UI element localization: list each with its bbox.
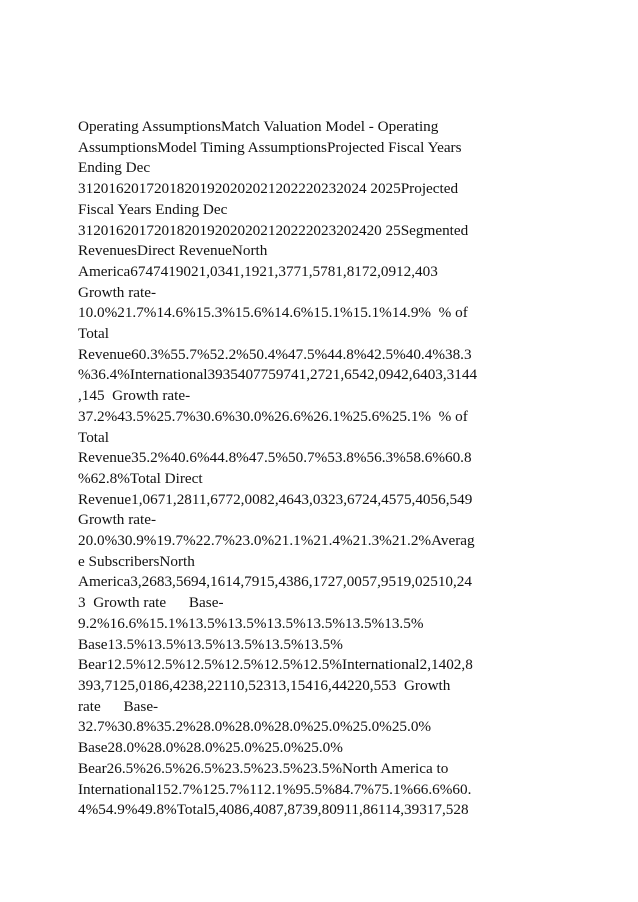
text-line: America6747419021,0341,1921,3771,5781,8172,0912,403	[78, 262, 438, 280]
operating-assumptions-text	[78, 117, 560, 821]
text-line: 20.0%30.9%19.7%22.7%23.0%21.1%21.4%21.3%21.2%Averag	[78, 532, 475, 550]
text-line: 3120162017201820192020202120222023202420 25Segmented	[78, 221, 469, 239]
text-line: 10.0%21.7%14.6%15.3%15.6%14.6%15.1%15.1%14.9% % of	[78, 304, 468, 322]
text-line: Operating AssumptionsMatch Valuation Model - Operating	[78, 118, 439, 135]
text-line: America3,2683,5694,1614,7915,4386,1727,0057,9519,02510,24	[78, 573, 472, 591]
text-line: AssumptionsModel Timing AssumptionsProjected Fiscal Years	[78, 138, 462, 156]
text-line: 4%54.9%49.8%Total5,4086,4087,8739,80911,86114,39317,528	[78, 801, 469, 819]
text-line: International152.7%125.7%112.1%95.5%84.7%75.1%66.6%60.	[78, 780, 472, 798]
text-line: Base28.0%28.0%28.0%25.0%25.0%25.0%	[78, 739, 343, 757]
text-line: %62.8%Total Direct	[78, 469, 203, 487]
text-line: 3 Growth rate Base-	[78, 594, 224, 612]
text-line: rate Base-	[78, 697, 159, 715]
text-line: %36.4%International3935407759741,2721,6542,0942,6403,3144	[78, 366, 478, 384]
text-line: Bear26.5%26.5%26.5%23.5%23.5%23.5%North America to	[78, 759, 449, 777]
text-line: ,145 Growth rate-	[78, 387, 191, 405]
text-line: Bear12.5%12.5%12.5%12.5%12.5%12.5%International2,1402,8	[78, 656, 473, 674]
text-line: 37.2%43.5%25.7%30.6%30.0%26.6%26.1%25.6%25.1% % of	[78, 407, 468, 425]
text-line: Revenue35.2%40.6%44.8%47.5%50.7%53.8%56.3%58.6%60.8	[78, 449, 472, 467]
text-line: Revenue1,0671,2811,6772,0082,4643,0323,6724,4575,4056,549	[78, 490, 473, 508]
text-line: Growth rate-	[78, 283, 157, 301]
text-line: 31201620172018201920202021202220232024 2025Projected	[78, 180, 459, 198]
text-line: 32.7%30.8%35.2%28.0%28.0%28.0%25.0%25.0%25.0%	[78, 718, 432, 736]
text-line: Total	[78, 325, 109, 343]
text-line: 9.2%16.6%15.1%13.5%13.5%13.5%13.5%13.5%13.5%	[78, 614, 424, 632]
text-line: RevenuesDirect RevenueNorth	[78, 242, 268, 260]
text-line: e SubscribersNorth	[78, 552, 195, 570]
text-line: Revenue60.3%55.7%52.2%50.4%47.5%44.8%42.5%40.4%38.3	[78, 345, 472, 363]
text-line: Ending Dec	[78, 159, 151, 177]
text-line: Growth rate-	[78, 511, 157, 529]
text-line: Total	[78, 428, 109, 446]
text-line: 393,7125,0186,4238,22110,52313,15416,44220,553 Growth	[78, 676, 451, 694]
text-line: Fiscal Years Ending Dec	[78, 200, 228, 218]
text-line: Base13.5%13.5%13.5%13.5%13.5%13.5%	[78, 635, 343, 653]
